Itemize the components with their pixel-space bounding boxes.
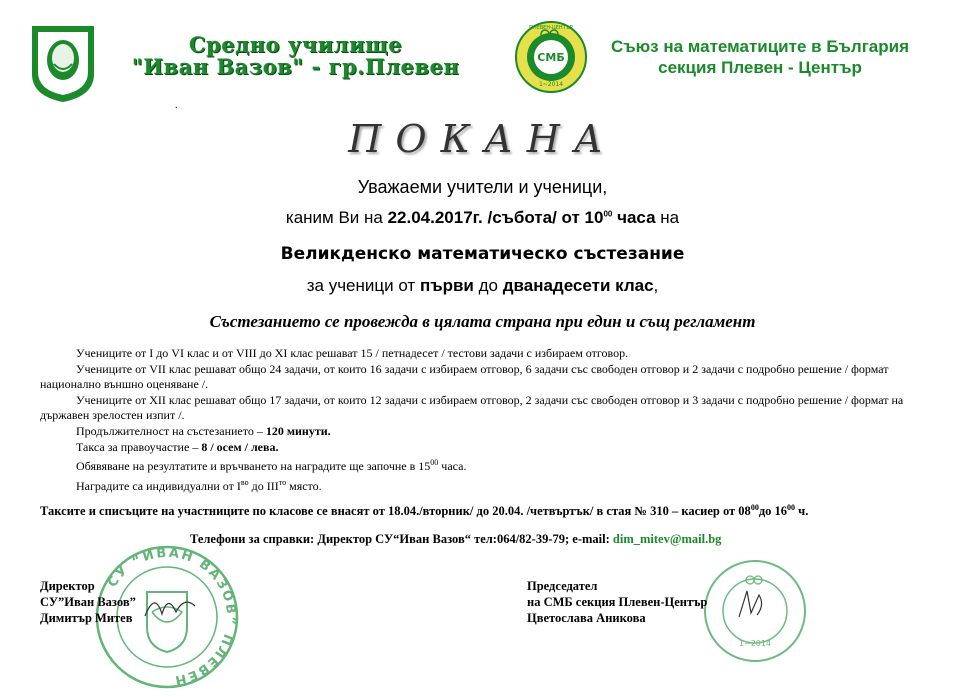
phones-line — [190, 532, 721, 547]
greeting: Уважаеми учители и ученици, — [357, 177, 608, 197]
fees-text: Таксите и списъците на участниците по класове се внасят от 18.04./вторник/ до 20.04. /четвъртък/ в стая № 310 – касиер от 08 — [40, 504, 751, 519]
fee-value: 8 / осем / лева. — [201, 439, 279, 454]
duration-label: Продължителност на състезанието – — [76, 423, 266, 438]
school-name-line1: Средно училище — [188, 32, 403, 57]
smb-stamp-year: 1~2014 — [738, 639, 772, 648]
chair-signature — [733, 585, 773, 625]
competition-title: Великденско математическо състезание — [280, 244, 685, 264]
results-suffix: часа. — [438, 459, 467, 474]
smb-logo — [514, 20, 588, 94]
fees-sup1: 00 — [750, 503, 759, 512]
rule-fee — [40, 440, 920, 456]
director-signature-block — [40, 578, 136, 626]
director-name: Димитър Митев — [40, 611, 133, 625]
fees-sup2: 00 — [787, 503, 796, 512]
awards-suffix: място. — [286, 478, 322, 493]
results-sup: 00 — [430, 458, 439, 468]
duration-value: 120 минути. — [265, 423, 331, 438]
grades-suffix: , — [653, 276, 659, 295]
grades-from: първи — [419, 276, 474, 295]
awards-mid: до III — [248, 478, 279, 493]
grades-mid: до — [473, 276, 503, 295]
grades-prefix: за ученици от — [306, 276, 420, 295]
phones-text: Телефони за справки: Директор СУ“Иван Вазов“ тел:064/82-39-79; e-mail: — [190, 532, 613, 546]
school-name — [108, 34, 483, 78]
grades-line — [0, 276, 965, 296]
fees-mid: до 16 — [758, 504, 788, 519]
director-title: Директор — [40, 579, 95, 593]
chair-name: Цветослава Аникова — [527, 611, 646, 625]
invite-suffix: на — [655, 208, 680, 227]
director-signature — [140, 586, 200, 626]
smb-logo-year: 1~2014 — [538, 81, 564, 88]
invite-line — [0, 208, 965, 228]
school-stamp-text: СУ “ИВАН ВАЗОВ” ПЛЕВЕН — [105, 545, 239, 688]
school-name-line2: "Иван Вазов" - гр.Плевен — [131, 54, 460, 79]
same-rules-line: Състезанието се провежда в цялата страна при един и същ регламент — [209, 312, 756, 331]
results-label: Обявяване на резултатите и връчването на наградите ще започне в 15 — [76, 459, 431, 474]
union-name-line2: секция Плевен - Център — [658, 58, 862, 77]
page-title: ПОКАНА — [348, 117, 617, 161]
grades-to: дванадесети клас — [502, 276, 654, 295]
rule-3: Учениците от XII клас решават общо 17 задачи, от които 12 задачи с избираем отговор, 2 задачи със свободен отговор и 3 задачи с подробно решение / формат на държавен зрелостен изпит /. — [40, 392, 904, 423]
stray-dot: . — [175, 100, 178, 111]
invite-time-word: часа — [612, 208, 656, 227]
director-school: СУ”Иван Вазов” — [40, 595, 136, 609]
school-logo — [28, 22, 98, 104]
awards-label: Наградите са индивидуални от I — [76, 478, 241, 493]
rule-results — [40, 455, 920, 475]
fees-end: ч. — [795, 504, 809, 519]
invite-date: 22.04.2017г. /събота/ от 10 — [387, 208, 604, 227]
chair-org: на СМБ секция Плевен-Център — [527, 595, 708, 609]
rules-block — [40, 346, 920, 494]
union-name — [590, 36, 930, 78]
rule-awards — [40, 475, 920, 495]
smb-logo-abbr: СМБ — [537, 51, 565, 64]
awards-sup1: во — [240, 477, 249, 487]
rule-2: Учениците от VII клас решават общо 24 задачи, от които 16 задачи с избираем отговор, 6 задачи със свободен отговор и 2 задачи с подробно решение / формат национално външно оценяване /. — [40, 361, 889, 392]
rule-duration — [40, 424, 920, 440]
rule-1: Учениците от I до VI клас и от VIII до XI клас решават 15 / петнадесет / тестови задачи с избираем отговор. — [76, 346, 629, 360]
chair-signature-block — [527, 578, 707, 626]
invite-sup: 00 — [603, 209, 613, 219]
chair-title: Председател — [527, 579, 598, 593]
union-name-line1: Съюз на математиците в България — [610, 37, 910, 56]
fees-line — [40, 503, 940, 519]
email-link[interactable]: dim_mitev@mail.bg — [612, 532, 722, 546]
awards-sup2: то — [278, 477, 287, 487]
invite-prefix: каним Ви на — [285, 208, 388, 227]
fee-label: Такса за правоучастие – — [76, 439, 202, 454]
smb-logo-ring-text: ПЛЕВЕН-ЦЕНТЪР — [529, 25, 573, 31]
